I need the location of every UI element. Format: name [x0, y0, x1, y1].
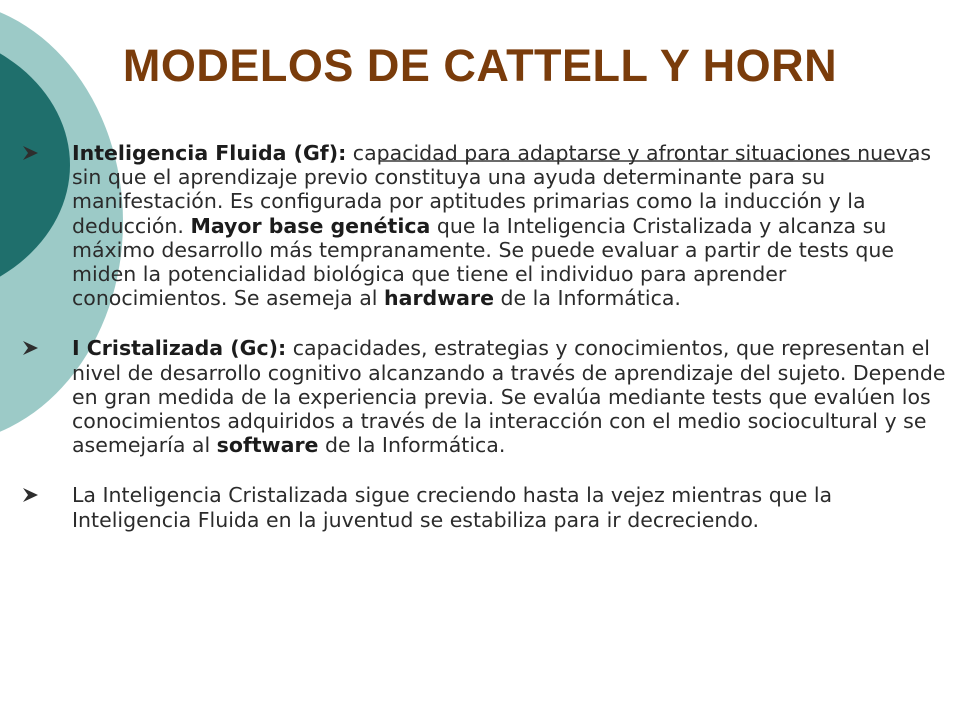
slide-title: MODELOS DE CATTELL Y HORN: [122, 40, 838, 91]
emph-hardware: hardware: [384, 286, 495, 311]
desc-cristalizada-part1: capacidades, estrategias y conocimientos, que representan el nivel de desarrollo cognitivo alcanzando a través de aprendizaje del sujeto. Depende en gran medida de la experiencia previa. Se evalúa mediante tests que evalúen los conocimientos adquiridos a través de la interacción con el medio sociocultural y se asemejaría al: [72, 336, 946, 458]
bullet-item-comparacion: [22, 483, 947, 531]
bullet-item-fluida: [22, 141, 947, 310]
term-cristalizada: I Cristalizada (Gc):: [72, 336, 287, 361]
emph-software: software: [216, 433, 319, 458]
desc-cristalizada-part2: de la Informática.: [318, 433, 506, 458]
arrow-bullet-icon: [22, 145, 40, 161]
emph-mayor-base-genetica: Mayor base genética: [190, 213, 431, 238]
arrow-bullet-icon: [22, 487, 40, 503]
desc-fluida-part3: de la Informática.: [494, 286, 681, 311]
term-fluida: Inteligencia Fluida (Gf):: [72, 141, 347, 165]
desc-comparacion: La Inteligencia Cristalizada sigue creciendo hasta la vejez mientras que la Inteligencia Fluida en la juventud se estabiliza para ir decreciendo.: [72, 483, 833, 532]
arrow-bullet-icon: [22, 340, 40, 356]
desc-fluida-part2: que la Inteligencia Cristalizada y alcanza su máximo desarrollo más tempranamente. Se puede evaluar a partir de tests que miden la potencialidad biológica que tiene el individuo para aprender conocimientos. Se asemeja al: [72, 213, 894, 311]
bullet-item-cristalizada: [22, 336, 947, 457]
desc-fluida-part1: capacidad para adaptarse y afrontar situaciones nuevas sin que el aprendizaje previo constituya una ayuda determinante para su manifestación. Es configurada por aptitudes primarias como la inducción y la deducción.: [72, 141, 932, 238]
bullet-list: [22, 141, 947, 558]
